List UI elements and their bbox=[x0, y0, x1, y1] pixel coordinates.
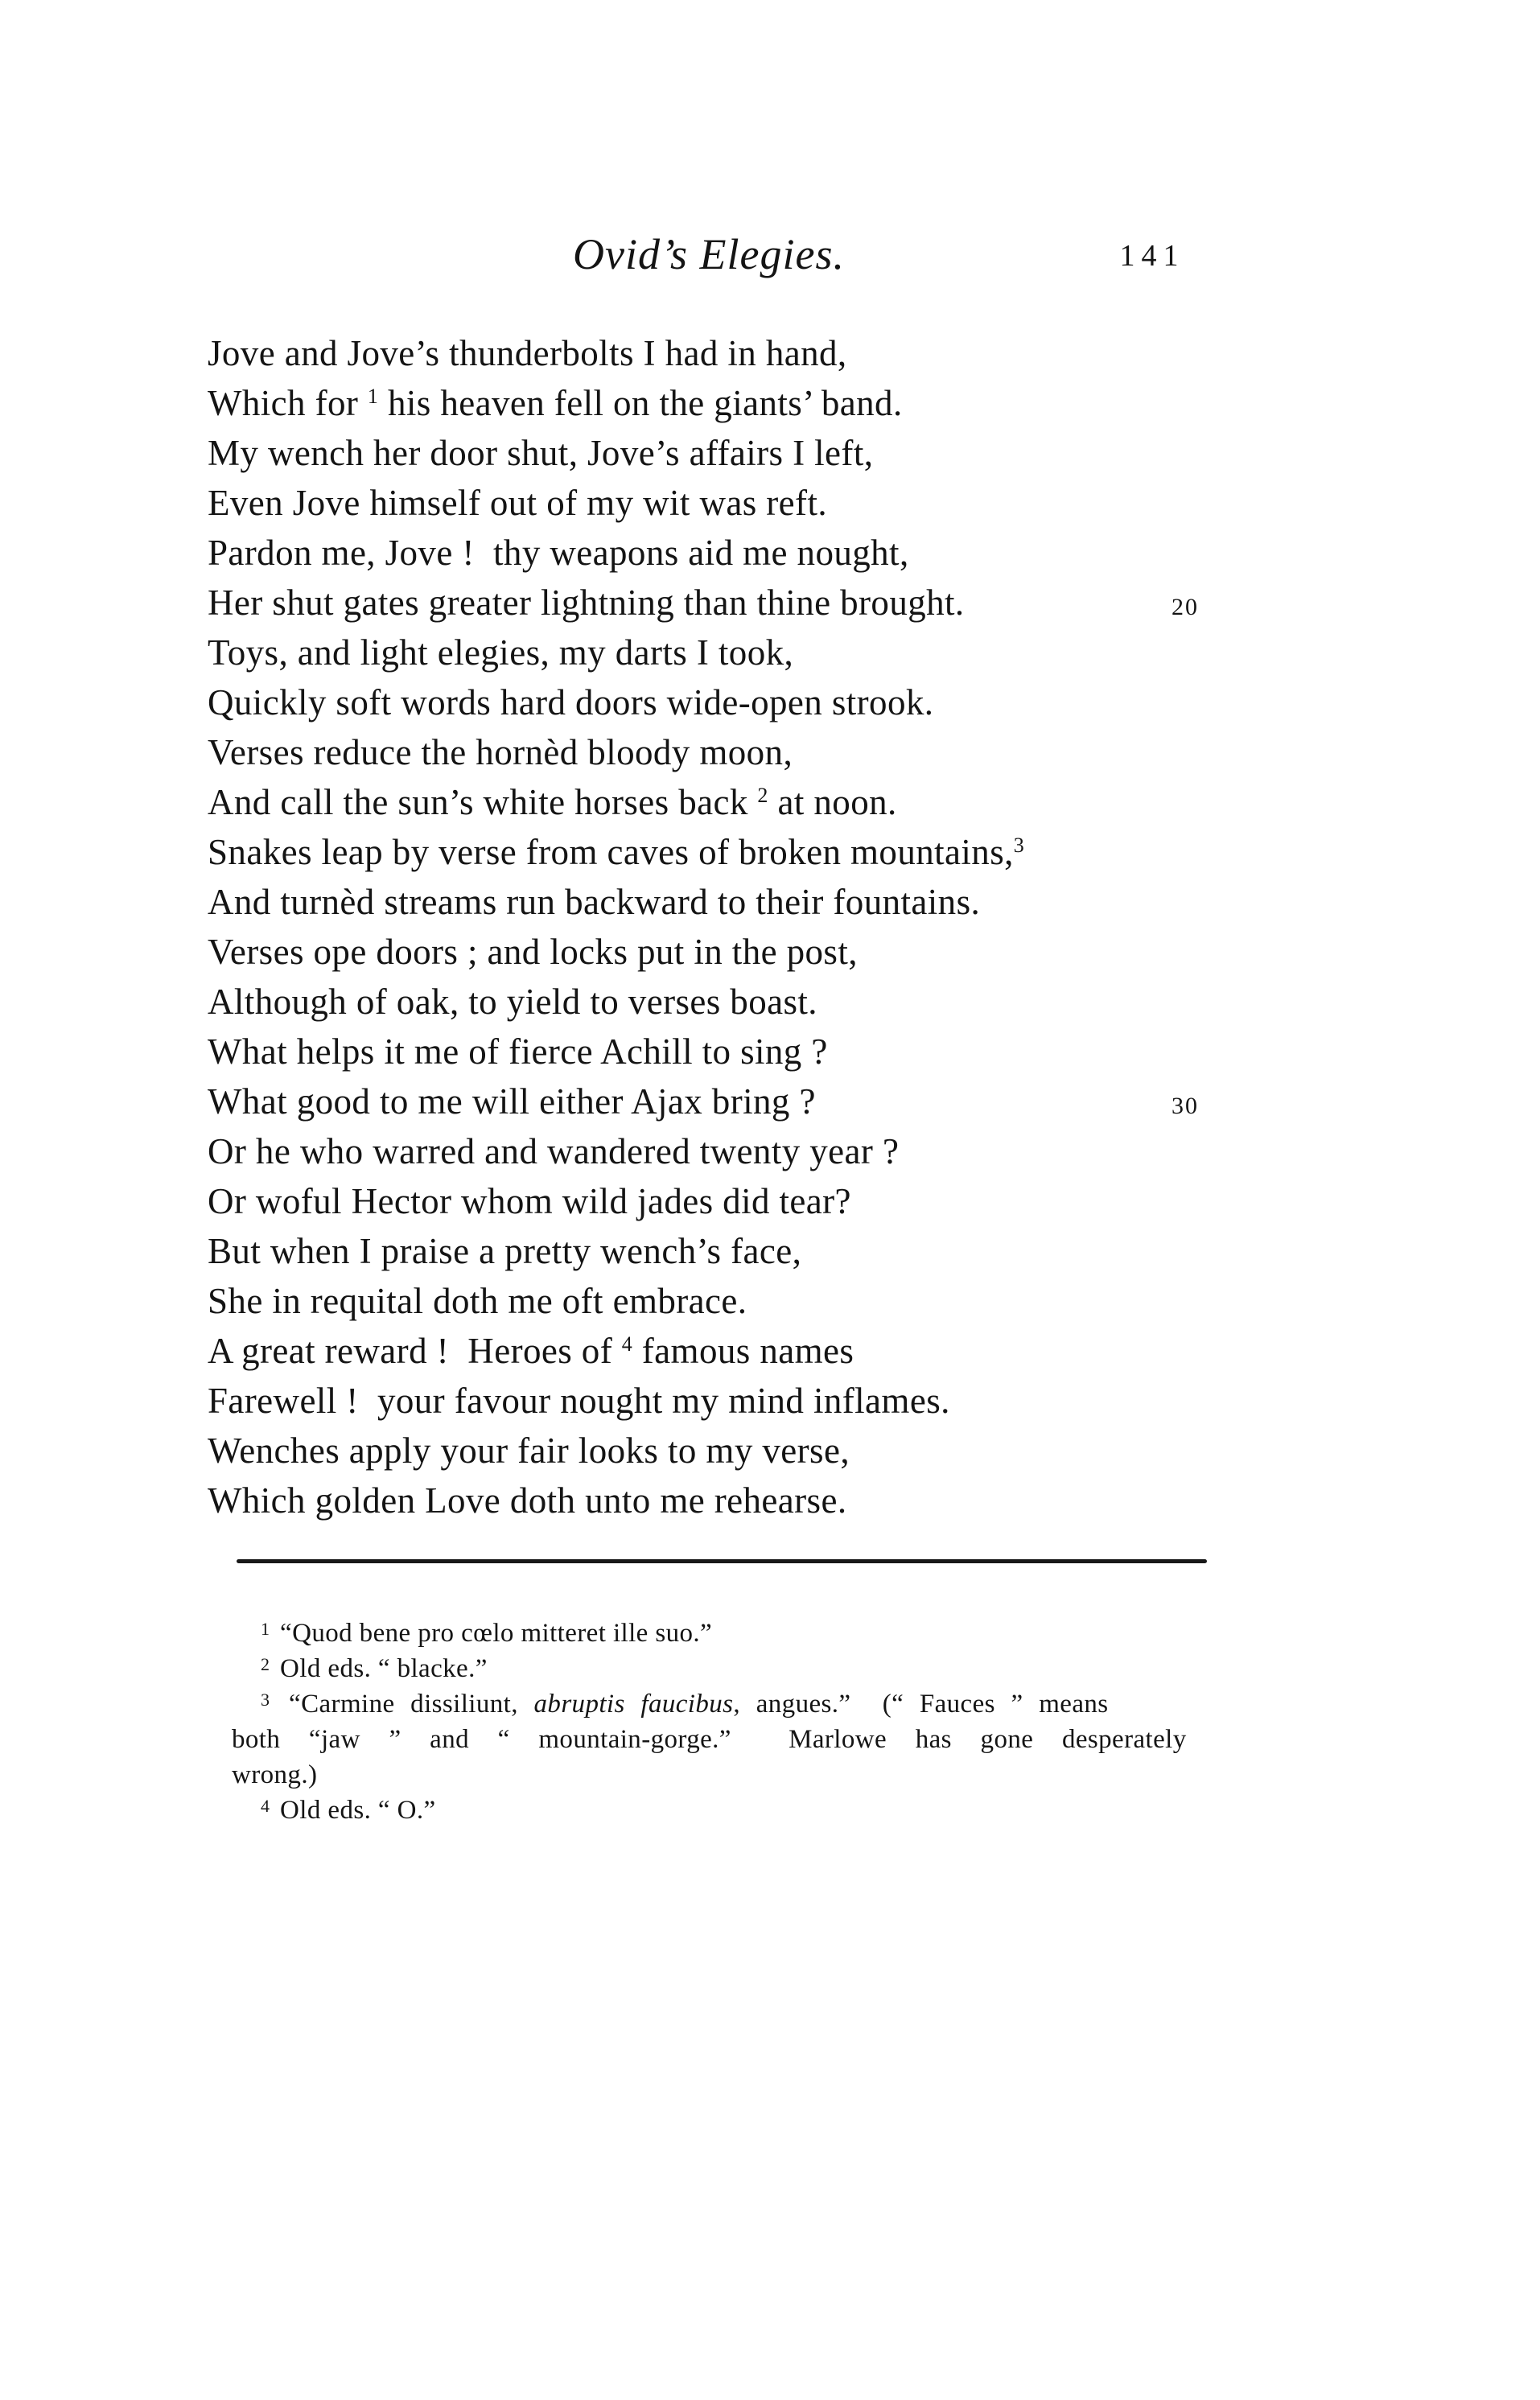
poem-line-text: And turnèd streams run backward to their fountains. bbox=[208, 882, 981, 922]
poem-line bbox=[208, 428, 1210, 478]
footnote-rule bbox=[237, 1559, 1207, 1563]
footnote-reference-marker: 4 bbox=[261, 1796, 270, 1816]
footnote-line bbox=[232, 1616, 1229, 1651]
poem-line-text: But when I praise a pretty wench’s face, bbox=[208, 1231, 802, 1271]
poem-line-text: Pardon me, Jove ! thy weapons aid me nought, bbox=[208, 533, 909, 573]
poem-line bbox=[208, 1077, 1210, 1126]
poem-line-text: Farewell ! your favour nought my mind inflames. bbox=[208, 1381, 950, 1421]
poem-line-text: Or he who warred and wandered twenty year ? bbox=[208, 1131, 900, 1171]
verse-line-number: 20 bbox=[1171, 594, 1199, 620]
poem-line-text: his heaven fell on the giants’ band. bbox=[378, 383, 903, 423]
poem-line-text: Quickly soft words hard doors wide-open strook. bbox=[208, 682, 934, 722]
poem-line bbox=[208, 1276, 1210, 1326]
footnote-text: “Carmine dissiliunt, bbox=[273, 1690, 534, 1719]
poem-line bbox=[208, 578, 1210, 628]
footnote-text: Old eds. “ blacke.” bbox=[273, 1654, 488, 1683]
poem-line-text: Snakes leap by verse from caves of broken mountains, bbox=[208, 832, 1014, 872]
footnote-reference-marker: 1 bbox=[261, 1619, 270, 1639]
poem-line bbox=[208, 628, 1210, 677]
poem-line-text: Or woful Hector whom wild jades did tear? bbox=[208, 1181, 851, 1221]
poem-line-text: She in requital doth me oft embrace. bbox=[208, 1281, 747, 1321]
verse-line-number: 30 bbox=[1171, 1093, 1199, 1119]
footnote-line bbox=[232, 1686, 1229, 1722]
footnote-line bbox=[232, 1651, 1229, 1686]
footnote-reference-marker: 3 bbox=[261, 1690, 270, 1710]
poem-line-text: Which golden Love doth unto me rehearse. bbox=[208, 1480, 847, 1521]
poem-line bbox=[208, 677, 1210, 727]
footnotes-block bbox=[232, 1616, 1229, 1828]
poem-line bbox=[208, 478, 1210, 528]
poem-line bbox=[208, 1027, 1210, 1077]
poem-line-text: Verses ope doors ; and locks put in the post, bbox=[208, 932, 858, 972]
poem-line-text: Verses reduce the hornèd bloody moon, bbox=[208, 732, 793, 772]
poem-line-text: Although of oak, to yield to verses boast. bbox=[208, 982, 817, 1022]
poem-line-text: What helps it me of fierce Achill to sing ? bbox=[208, 1031, 828, 1072]
footnote-reference-marker: 4 bbox=[621, 1332, 633, 1356]
footnote-reference-marker: 1 bbox=[367, 385, 379, 408]
footnote-reference-marker: 3 bbox=[1013, 834, 1025, 857]
poem-line bbox=[208, 827, 1210, 877]
footnote-line bbox=[232, 1722, 1229, 1757]
poem-line-text: Toys, and light elegies, my darts I took, bbox=[208, 632, 794, 673]
poem-line-text: famous names bbox=[632, 1331, 854, 1371]
poem-line bbox=[208, 1126, 1210, 1176]
poem-line bbox=[208, 378, 1210, 428]
poem-line bbox=[208, 1476, 1210, 1525]
footnote-text: “Quod bene pro cœlo mitteret ille suo.” bbox=[273, 1619, 713, 1648]
poem-line bbox=[208, 727, 1210, 777]
footnote-line bbox=[232, 1793, 1229, 1828]
poem-line bbox=[208, 1426, 1210, 1476]
poem-line-text: A great reward ! Heroes of bbox=[208, 1331, 622, 1371]
poem-line bbox=[208, 328, 1210, 378]
poem-line bbox=[208, 777, 1210, 827]
poem-line bbox=[208, 1326, 1210, 1376]
footnote-text: both “jaw ” and “ mountain-gorge.” Marlowe has gone desperately bbox=[232, 1725, 1187, 1754]
poem-line-text: at noon. bbox=[768, 782, 897, 822]
poem-line-text: My wench her door shut, Jove’s affairs I left, bbox=[208, 433, 874, 473]
footnote-text: wrong.) bbox=[232, 1760, 318, 1789]
poem-line bbox=[208, 977, 1210, 1027]
footnote-text: Old eds. “ O.” bbox=[273, 1796, 436, 1825]
poem-line bbox=[208, 528, 1210, 578]
poem-line bbox=[208, 927, 1210, 977]
poem-line-text: Which for bbox=[208, 383, 368, 423]
poem-line-text: Wenches apply your fair looks to my verse, bbox=[208, 1431, 850, 1471]
poem-line-text: What good to me will either Ajax bring ? bbox=[208, 1081, 816, 1122]
footnote-line bbox=[232, 1757, 1229, 1793]
running-title: Ovid’s Elegies. bbox=[573, 230, 845, 278]
page-number: 141 bbox=[1119, 239, 1185, 273]
footnote-text: abruptis faucibus bbox=[533, 1690, 734, 1719]
poem-line-text: And call the sun’s white horses back bbox=[208, 782, 758, 822]
footnote-reference-marker: 2 bbox=[757, 784, 768, 807]
poem-line-text: Her shut gates greater lightning than thine brought. bbox=[208, 583, 965, 623]
poem-line bbox=[208, 877, 1210, 927]
poem-line-text: Even Jove himself out of my wit was reft. bbox=[208, 483, 827, 523]
footnote-text: , angues.” (“ Fauces ” means bbox=[733, 1690, 1109, 1719]
poem-line bbox=[208, 1376, 1210, 1426]
poem-line bbox=[208, 1176, 1210, 1226]
poem-line-text: Jove and Jove’s thunderbolts I had in hand, bbox=[208, 333, 847, 373]
footnote-reference-marker: 2 bbox=[261, 1654, 270, 1674]
poem-body bbox=[208, 328, 1210, 1525]
poem-line bbox=[208, 1226, 1210, 1276]
